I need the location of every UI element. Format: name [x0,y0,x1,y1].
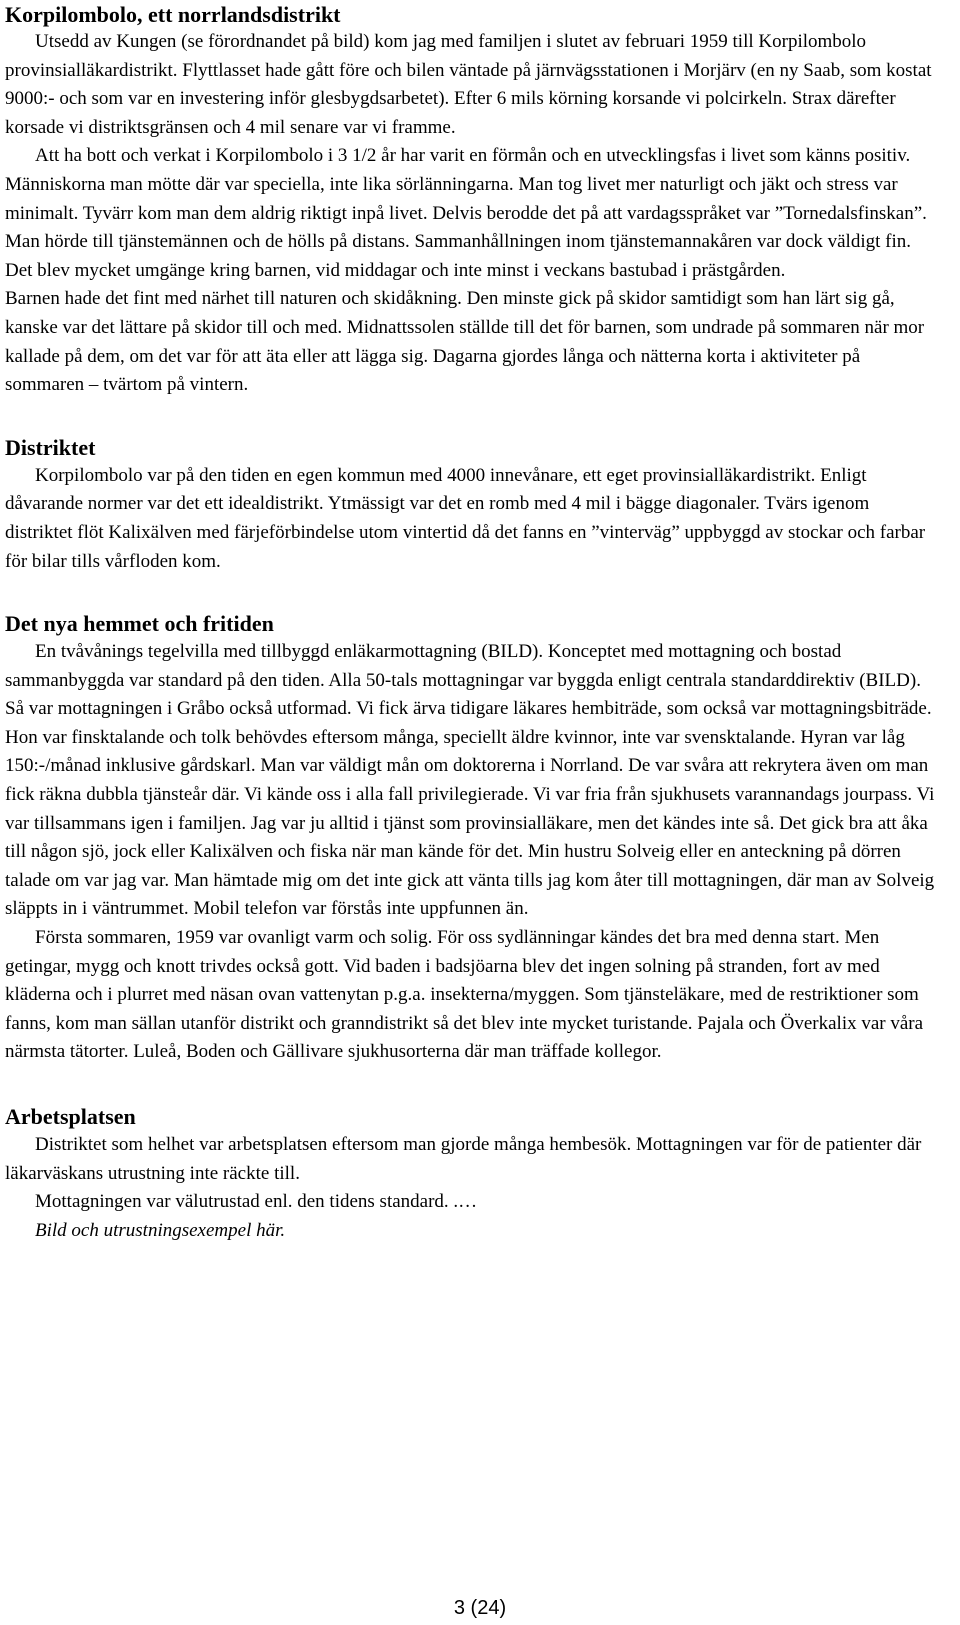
paragraph-first-summer: Första sommaren, 1959 var ovanligt varm och solig. För oss sydlänningar kändes det bra med denna start. Men getingar, mygg och knott trivdes också gott. Vid baden i badsjöarna blev det ingen solning på stranden, fort av med kläderna och i plurret med näsan ovan vattenytan p.g.a. insekterna/myggen. Som tjänsteläkare, med de restriktioner som fanns, kom man sällan utanför distrikt och granndistrikt så det blev inte mycket turistande. Pajala och Överkalix var våra närmsta tätorter. Luleå, Boden och Gällivare sjukhusorterna där man träffade kollegor. [5,927,924,1063]
image-placeholder-note: Bild och utrustningsexempel här. [35,1219,286,1241]
page-number: 3 (24) [453,1597,507,1619]
paragraph-clinic-equipment: Mottagningen var välutrustad enl. den tidens standard. .… [35,1191,478,1213]
paragraph-district: Korpilombolo var på den tiden en egen kommun med 4000 innevånare, ett eget provinsialläkardistrikt. Enligt dåvarande normer var det ett idealdistrikt. Ytmässigt var det en romb med 4 mil i bägge diagonaler. Tvärs igenom distriktet flöt Kalixälven med färjeförbindelse utom vintertid då det fanns en ”vinterväg” uppbyggd av stockar och farbar för bilar tills vårfloden kom. [5,464,926,572]
section-spacer [5,1067,938,1103]
paragraph-children: Barnen hade det fint med närhet till naturen och skidåkning. Den minste gick på skidor samtidigt som han lärt sig gå, kanske var det lättare på skidor till och med. Midnattssolen ställde till det för barnen, som undrade på sommaren när mor kallade på dem, om det var för att äta eller att lägga sig. Dagarna gjordes långa och nätterna korta i aktiviteter på sommaren – tvärtom på vintern. [5,288,925,396]
heading-korpilombolo: Korpilombolo, ett norrlandsdistrikt [5,2,341,27]
paragraph-home: En tvåvånings tegelvilla med tillbyggd enläkarmottagning (BILD). Konceptet med mottagning och bostad sammanbyggda var standard på den tiden. Alla 50-tals mottagningar var byggda enligt centrala standarddirektiv (BILD). Så var mottagningen i Gråbo också utformad. Vi fick ärva tidigare läkares hembiträde, som också var mottagningsbiträde. Hon var finsktalande och tolk behövdes eftersom många, speciellt äldre kvinnor, inte var svensktalande. Hyran var låg 150:-/månad inklusive gårdskarl. Man var väldigt mån om doktorerna i Norrland. De var svåra att rekrytera även om man fick räkna dubbla tjänsteår där. Vi kände oss i alla fall privilegierade. Vi var fria från sjukhusets varannandags jourpass. Vi var tillsammans igen i familjen. Jag var ju alltid i tjänst som provinsialläkare, men det kändes inte så. Det gick bra att åka till någon sjö, jock eller Kalixälven och fiska när man kände för det. Min hustru Solveig eller en anteckning på dörren talade om var jag var. Man hämtade mig om det inte gick att vänta tills jag kom åter till mottagningen, där man av Solveig släppts in i väntrummet. Mobil telefon var förstås inte uppfunnen än. [5,641,935,920]
heading-distriktet: Distriktet [5,434,96,460]
paragraph-arrival: Utsedd av Kungen (se förordnandet på bild) kom jag med familjen i slutet av februari 1959 till Korpilombolo provinsialläkardistrikt. Flyttlasset hade gått före och bilen väntade på järnvägsstationen i Morjärv (en ny Saab, som kostat 9000:- och som var en investering inför glesbygdsarbetet). Efter 6 mils körning korsande vi polcirkeln. Strax därefter korsade vi distriktsgränsen och 4 mil senare var vi framme. [5,31,932,138]
heading-arbetsplatsen: Arbetsplatsen [5,1104,136,1129]
section-spacer [5,576,938,610]
paragraph-life-in-korpilombolo: Att ha bott och verkat i Korpilombolo i 3 1/2 år har varit en förmån och en utvecklingsfas i livet som känns positiv. Människorna man mötte där var speciella, inte lika sörlänningarna. Man tog livet mer naturligt och jäkt och stress var minimalt. Tyvärr kom man dem aldrig riktigt inpå livet. Delvis berodde det på att vardagsspråket var ”Tornedalsfinskan”. Man hörde till tjänstemännen och de hölls på distans. Sammanhållningen inom tjänstemannakåren var dock väldigt fin. Det blev mycket umgänge kring barnen, vid middagar och inte minst i veckans bastubad i prästgården. [5,145,927,281]
paragraph-workplace: Distriktet som helhet var arbetsplatsen eftersom man gjorde många hembesök. Mottagningen var för de patienter där läkarväskans utrustning inte räckte till. [5,1134,922,1184]
section-spacer [5,400,938,434]
heading-nya-hemmet: Det nya hemmet och fritiden [5,611,274,637]
